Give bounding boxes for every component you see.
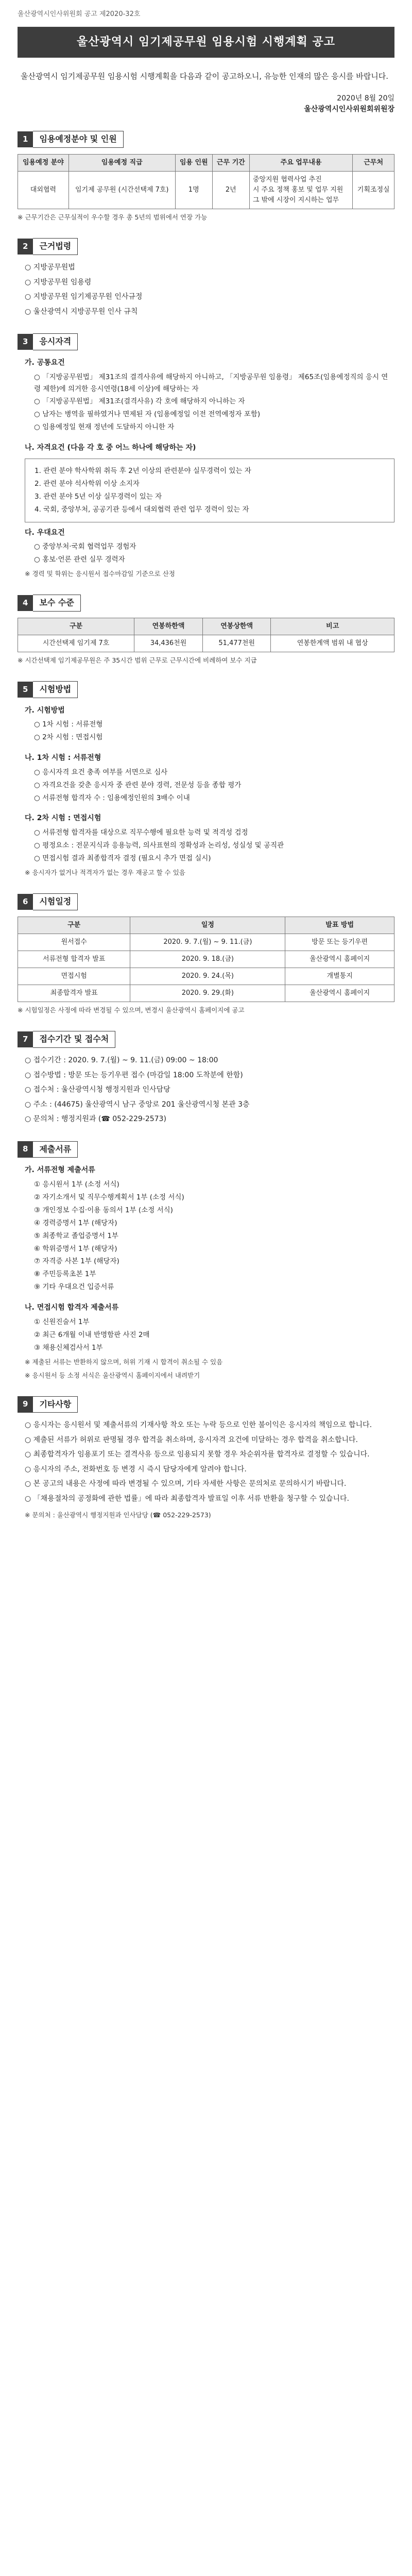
table-cell: 원서접수 (18, 934, 130, 951)
table-row (18, 172, 394, 209)
table-row (18, 985, 394, 1002)
list-item: ○ 지방공무원법 (25, 263, 75, 272)
list-item: ○ 지방공무원 임용령 (25, 278, 92, 286)
salary-table (18, 618, 394, 652)
table-cell: 면접시험 (18, 968, 130, 985)
note: ※ 응시원서 등 소정 서식은 울산광역시 홈페이지에서 내려받기 (25, 1371, 200, 1379)
table-row (18, 934, 394, 951)
list-item: ① 응시원서 1부 (소정 서식) (34, 1180, 119, 1189)
section-title: 응시자격 (33, 333, 78, 350)
table-header: 근무 기간 (212, 154, 249, 171)
list-item: ○ 문의처 : 행정지원과 (☎ 052-229-2573) (25, 1115, 166, 1124)
section-number: 7 (18, 1031, 33, 1047)
list-item: ○ 1차 시험 : 서류전형 (34, 720, 103, 729)
section-number: 2 (18, 239, 33, 255)
subsection-title: 가. 서류전형 제출서류 (25, 1166, 95, 1175)
positions-table (18, 154, 394, 210)
table-cell: 울산광역시 홈페이지 (285, 951, 394, 968)
table-header: 구분 (18, 618, 134, 635)
list-item: ○ 「지방공무원법」 제31조의 결격사유에 해당하지 아니하고, 「지방공무원 임용령」 제65조(임용예정직의 응시 연령 제한)에 의거한 응시연령(18세 이상)에 해당하는 자 (34, 372, 388, 393)
subsection-title: 나. 면접시험 합격자 제출서류 (25, 1303, 119, 1312)
table-header-row (18, 618, 394, 635)
table-cell: 방문 또는 등기우편 (285, 934, 394, 951)
list-item: ⑧ 주민등록초본 1부 (34, 1270, 96, 1279)
list-item: ⑦ 자격증 사본 1부 (해당자) (34, 1257, 119, 1266)
section-5-header (18, 681, 394, 698)
table-header: 주요 업무내용 (249, 154, 353, 171)
list-item: ○ 제출된 서류가 허위로 판명될 경우 합격을 취소하며, 응시자격 요건에 미달하는 경우 합격을 취소합니다. (25, 1435, 358, 1444)
table-row (18, 635, 394, 652)
list-item: ③ 채용신체검사서 1부 (34, 1343, 103, 1352)
subsection-title: 다. 2차 시험 : 면접시험 (25, 814, 101, 823)
list-item: ② 자기소개서 및 직무수행계획서 1부 (소정 서식) (34, 1193, 184, 1201)
section-title: 임용예정분야 및 인원 (33, 131, 123, 148)
duty-item: 중앙지원 협력사업 추진 (252, 176, 322, 184)
list-item: ○ 면접시험 결과 최종합격자 결정 (필요시 추가 면접 실시) (34, 854, 211, 862)
section-6-header (18, 893, 394, 910)
table-cell: 1명 (175, 172, 212, 209)
list-item: ○ 「지방공무원법」 제31조(결격사유) 각 호에 해당하지 아니하는 자 (34, 397, 245, 406)
table-cell: 연봉한계액 범위 내 협상 (271, 635, 394, 652)
list-item: ○ 2차 시험 : 면접시험 (34, 733, 103, 742)
notice-date: 2020년 8월 20일 (337, 94, 394, 103)
section-title: 근거법령 (33, 238, 78, 255)
page-title: 울산광역시 임기제공무원 임용시험 시행계획 공고 (18, 27, 394, 58)
list-item: ○ 접수기간 : 2020. 9. 7.(월) ~ 9. 11.(금) 09:00 ~ 18:00 (25, 1056, 218, 1065)
subsection-title: 다. 우대요건 (25, 528, 65, 537)
list-item: 2. 관련 분야 석사학위 이상 소지자 (35, 479, 140, 488)
table-cell: 51,477천원 (202, 635, 271, 652)
subsection-title: 나. 1차 시험 : 서류전형 (25, 754, 101, 762)
list-item: ① 신원진술서 1부 (34, 1317, 90, 1326)
table-header: 근무처 (353, 154, 394, 171)
section-number: 5 (18, 682, 33, 698)
list-item: ○ 접수방법 : 방문 또는 등기우편 접수 (마감일 18:00 도착분에 한함) (25, 1071, 243, 1079)
section-7-header (18, 1031, 394, 1048)
table-header: 일정 (130, 917, 285, 934)
table-row (18, 968, 394, 985)
list-item: ○ 홍보·언론 관련 실무 경력자 (34, 555, 125, 564)
section-1-header (18, 131, 394, 148)
table-header-row (18, 154, 394, 171)
section-number: 3 (18, 334, 33, 350)
table-cell: 울산광역시 홈페이지 (285, 985, 394, 1002)
table-header: 비고 (271, 618, 394, 635)
list-item: ○ 서류전형 합격자 수 : 임용예정인원의 3배수 이내 (34, 793, 190, 802)
section-number: 9 (18, 1396, 33, 1412)
list-item: ○ 중앙부처·국회 협력업무 경험자 (34, 543, 136, 551)
section-2-header (18, 238, 394, 255)
list-item: ○ 응시자는 응시원서 및 제출서류의 기재사항 착오 또는 누락 등으로 인한 불이익은 응시자의 책임으로 합니다. (25, 1421, 372, 1430)
list-item: ○ 본 공고의 내용은 사정에 따라 변경될 수 있으며, 기타 자세한 사항은 문의처로 문의하시기 바랍니다. (25, 1480, 347, 1488)
section-number: 1 (18, 131, 33, 147)
note: ※ 응시자가 없거나 적격자가 없는 경우 재공고 할 수 있음 (25, 868, 185, 876)
note: ※ 근무기간은 근무실적이 우수할 경우 총 5년의 범위에서 연장 가능 (18, 213, 208, 222)
section-9-header (18, 1396, 394, 1413)
note: ※ 경력 및 학위는 응시원서 접수마감일 기준으로 산정 (25, 569, 175, 578)
section-number: 4 (18, 595, 33, 611)
list-item: ○ 「채용절차의 공정화에 관한 법률」에 따라 최종합격자 발표일 이후 서류 반환을 청구할 수 있습니다. (25, 1494, 349, 1503)
list-item: ○ 평정요소 : 전문지식과 응용능력, 의사표현의 정확성과 논리성, 성실성 및 공직관 (34, 841, 284, 850)
table-cell: 2년 (212, 172, 249, 209)
list-item: ○ 지방공무원 임기제공무원 인사규정 (25, 293, 143, 301)
section-title: 접수기간 및 접수처 (33, 1031, 115, 1048)
table-cell: 2020. 9. 18.(금) (130, 951, 285, 968)
table-cell: 개별통지 (285, 968, 394, 985)
table-header: 임용예정 분야 (18, 154, 69, 171)
table-cell: 최종합격자 발표 (18, 985, 130, 1002)
section-title: 기타사항 (33, 1396, 78, 1413)
table-cell: 34,436천원 (134, 635, 203, 652)
list-item: ○ 자격요건을 갖춘 응시자 중 관련 분야 경력, 전문성 등을 종합 평가 (34, 781, 242, 789)
list-item: ⑥ 학위증명서 1부 (해당자) (34, 1244, 117, 1253)
section-4-header (18, 595, 394, 612)
subsection-title: 가. 공통요건 (25, 359, 65, 367)
schedule-table (18, 917, 394, 1003)
section-8-header (18, 1141, 394, 1158)
table-header: 임용예정 직급 (68, 154, 175, 171)
duty-item: 시 주요 정책 홍보 및 업무 지원 (252, 186, 344, 194)
table-cell-duties (249, 172, 353, 209)
table-header-row (18, 917, 394, 934)
subsection-title: 나. 자격요건 (다음 각 호 중 어느 하나에 해당하는 자) (25, 444, 196, 452)
table-cell: 대외협력 (18, 172, 69, 209)
table-cell: 기획조정실 (353, 172, 394, 209)
section-title: 시험일정 (33, 893, 78, 910)
list-item: ○ 주소 : (44675) 울산광역시 남구 중앙로 201 울산광역시청 본관 3층 (25, 1100, 250, 1109)
table-header: 연봉상한액 (202, 618, 271, 635)
section-3-header (18, 333, 394, 350)
note: ※ 시간선택제 임기제공무원은 주 35시간 범위 근무로 근무시간에 비례하여 보수 지급 (18, 656, 257, 664)
list-item: 4. 국회, 중앙부처, 공공기관 등에서 대외협력 관련 업무 경력이 있는 자 (35, 505, 249, 514)
table-row (18, 951, 394, 968)
table-cell: 2020. 9. 7.(월) ~ 9. 11.(금) (130, 934, 285, 951)
subsection-title: 가. 시험방법 (25, 706, 65, 715)
list-item: 3. 관련 분야 5년 이상 실무경력이 있는 자 (35, 492, 162, 501)
list-item: ○ 응시자격 요건 충족 여부를 서면으로 심사 (34, 768, 168, 776)
list-item: ⑤ 최종학교 졸업증명서 1부 (34, 1231, 118, 1240)
list-item: ② 최근 6개월 이내 반명함판 사진 2매 (34, 1330, 150, 1339)
section-title: 보수 수준 (33, 595, 80, 612)
list-item: ⑨ 기타 우대요건 입증서류 (34, 1283, 114, 1292)
intro-text: 울산광역시 임기제공무원 임용시험 시행계획을 다음과 같이 공고하오니, 유능한 인재의 많은 응시를 바랍니다. (21, 72, 389, 81)
duty-item: 그 밖에 시장이 지시하는 업무 (252, 196, 339, 205)
table-cell: 2020. 9. 24.(목) (130, 968, 285, 985)
section-number: 6 (18, 894, 33, 910)
table-header: 임용 인원 (175, 154, 212, 171)
list-item: ④ 경력증명서 1부 (해당자) (34, 1218, 117, 1227)
note: ※ 시험일정은 사정에 따라 변경될 수 있으며, 변경시 울산광역시 홈페이지에 공고 (18, 1006, 245, 1014)
contact-note: ※ 문의처 : 울산광역시 행정지원과 인사담당 (☎ 052-229-2573) (25, 1511, 211, 1519)
list-item: ○ 최종합격자가 임용포기 또는 결격사유 등으로 임용되지 못할 경우 차순위자를 합격자로 결정할 수 있습니다. (25, 1450, 370, 1459)
note: ※ 제출된 서류는 반환하지 않으며, 허위 기재 시 합격이 취소될 수 있음 (25, 1358, 223, 1366)
table-cell: 서류전형 합격자 발표 (18, 951, 130, 968)
section-title: 시험방법 (33, 681, 78, 698)
table-header: 발표 방법 (285, 917, 394, 934)
table-header: 연봉하한액 (134, 618, 203, 635)
table-cell: 2020. 9. 29.(화) (130, 985, 285, 1002)
list-item: ○ 울산광역시 지방공무원 인사 규칙 (25, 307, 138, 316)
issuer: 울산광역시인사위원회위원장 (304, 105, 394, 114)
table-header: 구분 (18, 917, 130, 934)
table-cell: 시간선택제 임기제 7호 (18, 635, 134, 652)
section-number: 8 (18, 1141, 33, 1157)
section-title: 제출서류 (33, 1141, 78, 1158)
notice-number: 울산광역시인사위원회 공고 제2020-32호 (18, 10, 141, 18)
list-item: 1. 관련 분야 학사학위 취득 후 2년 이상의 관련분야 실무경력이 있는 자 (35, 466, 251, 475)
list-item: ○ 임용예정일 현재 정년에 도달하지 아니한 자 (34, 423, 175, 432)
list-item: ○ 접수처 : 울산광역시청 행정지원과 인사담당 (25, 1086, 170, 1094)
list-item: ○ 남자는 병역을 필하였거나 면제된 자 (임용예정일 이전 전역예정자 포함) (34, 410, 261, 419)
qualification-box (25, 459, 394, 522)
list-item: ○ 응시자의 주소, 전화번호 등 변경 시 즉시 담당자에게 알려야 합니다. (25, 1465, 247, 1473)
table-cell: 임기제 공무원 (시간선택제 7호) (68, 172, 175, 209)
list-item: ③ 개인정보 수집·이용 동의서 1부 (소정 서식) (34, 1206, 173, 1214)
list-item: ○ 서류전형 합격자를 대상으로 직무수행에 필요한 능력 및 적격성 검정 (34, 828, 248, 837)
